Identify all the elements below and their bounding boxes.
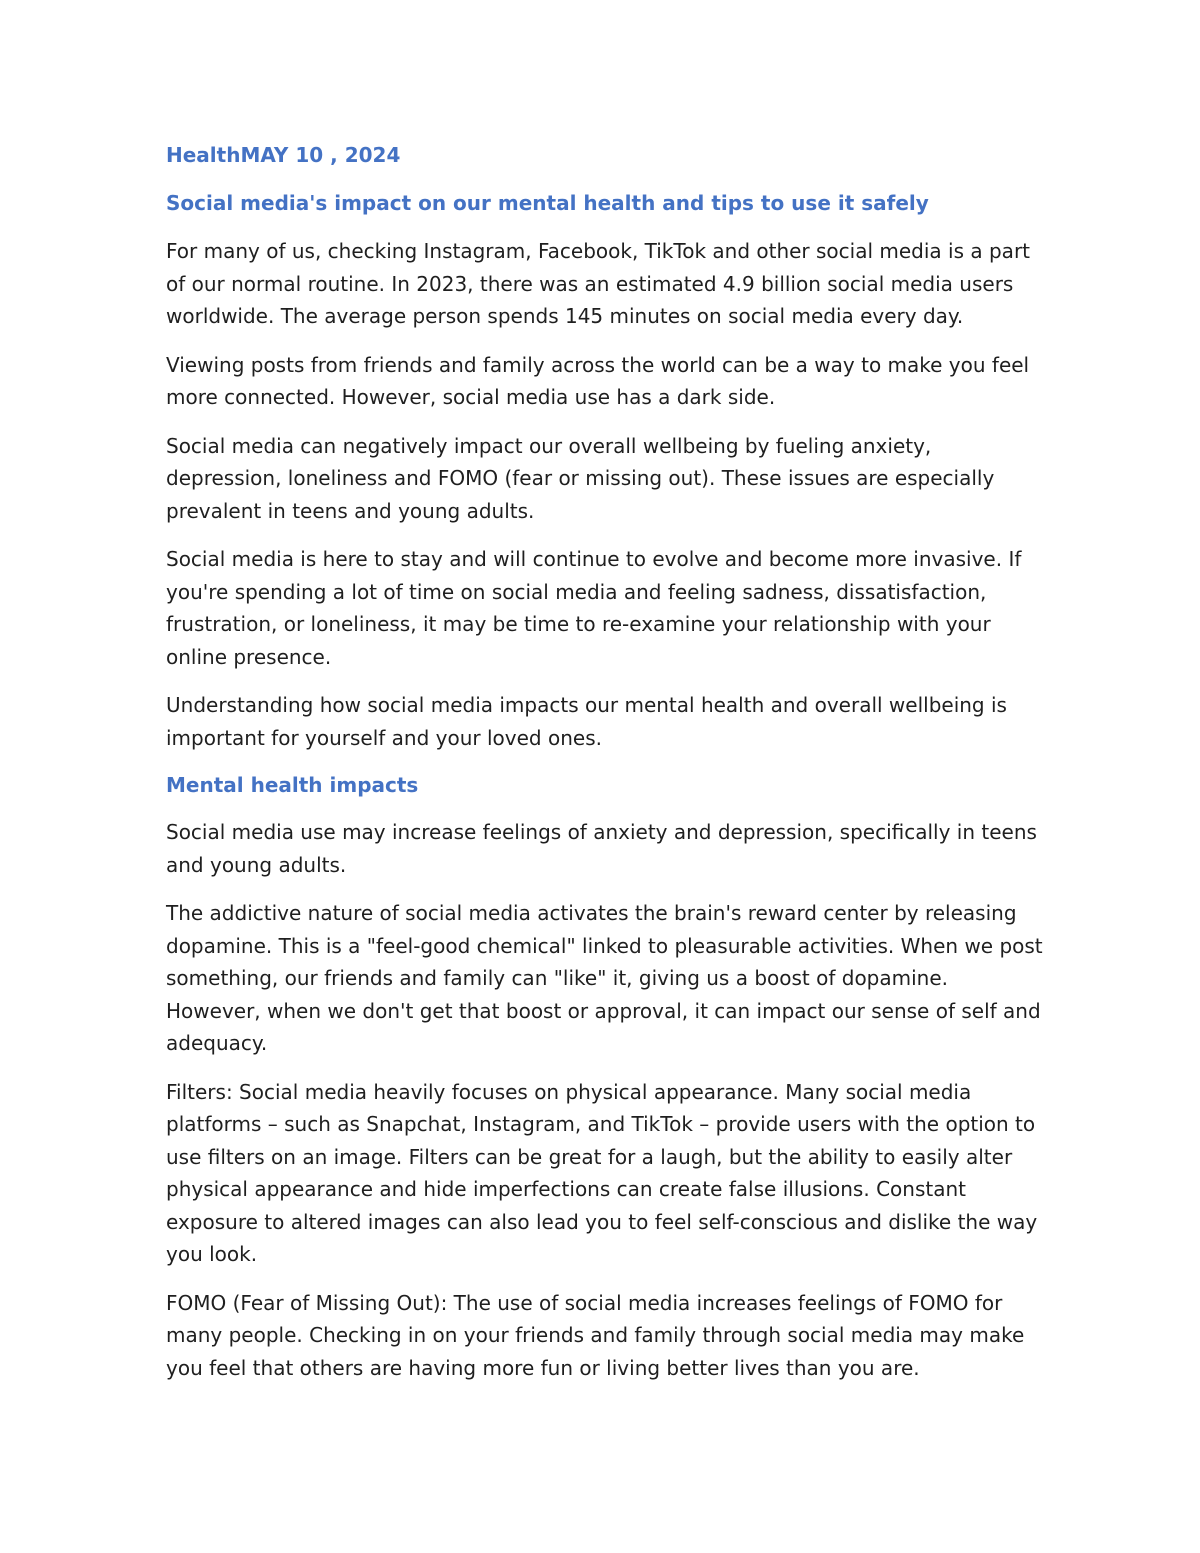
paragraph-intro-5: Understanding how social media impacts our mental health and overall wellbeing is important for yourself and your loved ones. [166,693,1007,750]
paragraph-intro-3: Social media can negatively impact our overall wellbeing by fueling anxiety, depression, loneliness and FOMO (fear or missing out). These issues are especially prevalent in teens and young adults. [166,433,995,523]
paragraph-section-2: The addictive nature of social media activates the brain's reward center by releasing dopamine. This is a "feel-good chemical" linked to pleasurable activities. When we post something, our friends and family can "like" it, giving us a boost of dopamine. However, when we don't get that boost or approval, it can impact our sense of self and adequacy. [166,901,1043,1055]
article-title: Social media's impact on our mental health and tips to use it safely [166,191,929,215]
paragraph-fomo [166,1287,1046,1385]
paragraph-section-1: Social media use may increase feelings of anxiety and depression, specifically in teens and young adults. [166,820,1037,877]
section-heading: Mental health impacts [166,773,419,797]
paragraph-intro-1: For many of us, checking Instagram, Facebook, TikTok and other social media is a part of our normal routine. In 2023, there was an estimated 4.9 billion social media users worldwide. The average person spends 145 minutes on social media every day. [166,239,1031,328]
filters-text: Social media heavily focuses on physical appearance. Many social media platforms – such as Snapchat, Instagram, and TikTok – provide users with the option to use filters on an image. Filters can be great for a laugh, but the ability to easily alter physical appearance and hide imperfections can create false illusions. Constant exposure to altered images can also lead you to feel self-conscious and dislike the way you look. [166,1079,1038,1266]
paragraph-filters [166,1076,1046,1271]
document-page [166,140,1046,1400]
category-date: HealthMAY 10 , 2024 [166,143,401,167]
fomo-lead: FOMO (Fear of Missing Out): [166,1290,448,1315]
paragraph-intro-4: Social media is here to stay and will continue to evolve and become more invasive. If you're spending a lot of time on social media and feeling sadness, dissatisfaction, frustration, or loneliness, it may be time to re-examine your relationship with your online presence. [166,547,1022,669]
filters-lead: Filters: [166,1079,233,1104]
paragraph-intro-2: Viewing posts from friends and family across the world can be a way to make you feel more connected. However, social media use has a dark side. [166,352,1030,409]
fomo-text: The use of social media increases feelings of FOMO for many people. Checking in on your friends and family through social media may make you feel that others are having more fun or living better lives than you are. [166,1290,1025,1380]
